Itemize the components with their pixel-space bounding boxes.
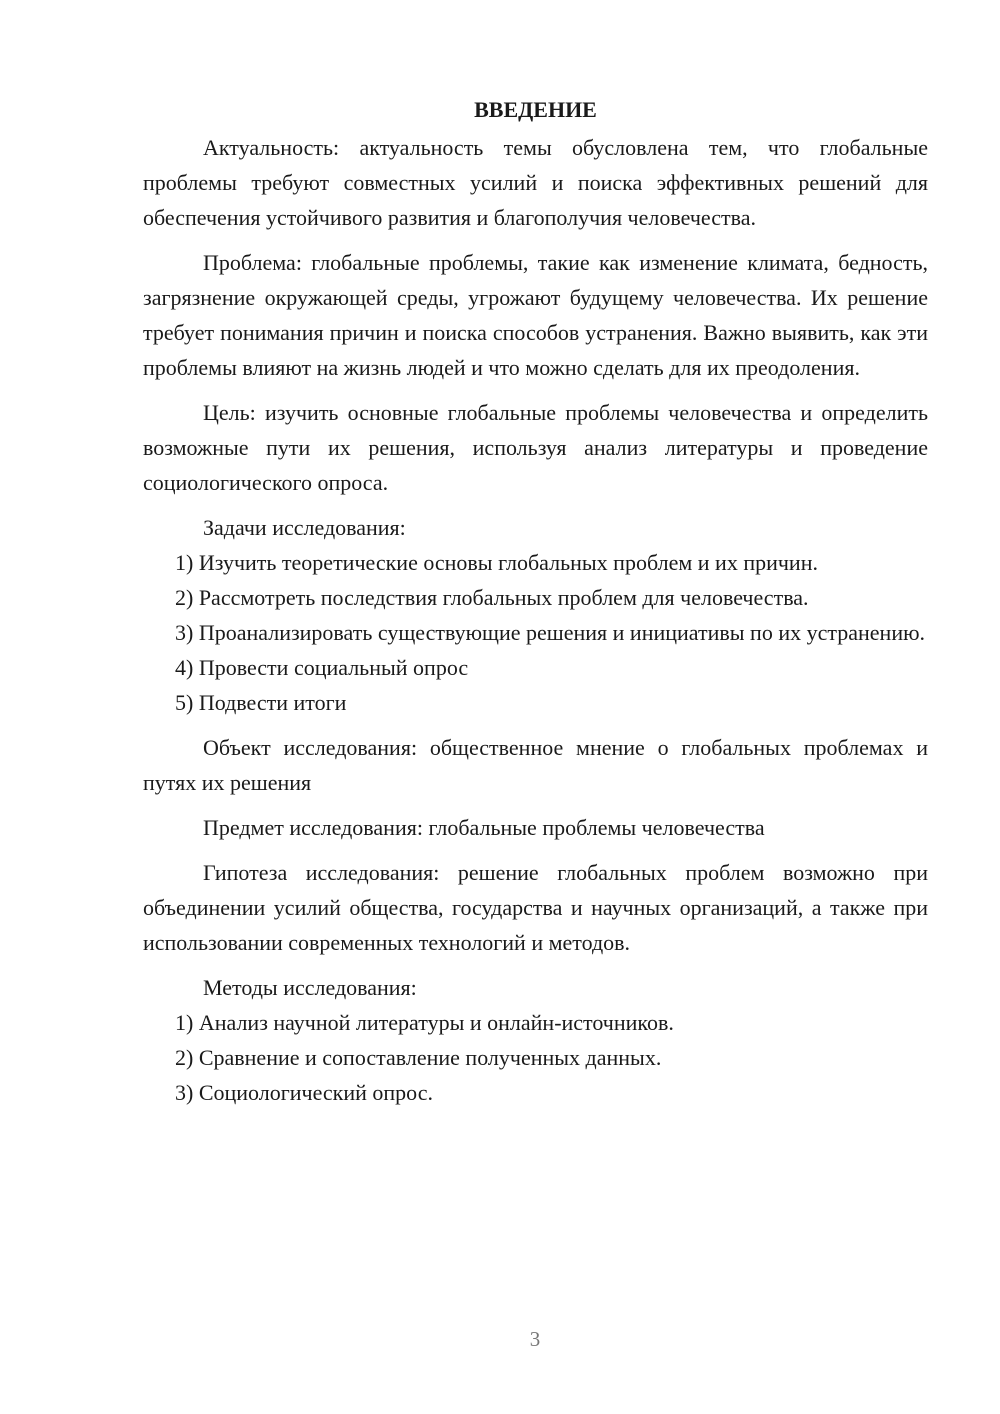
task-item: 1) Изучить теоретические основы глобальных проблем и их причин. (175, 550, 818, 575)
paragraph-relevance: Актуальность: актуальность темы обусловлена тем, что глобальные проблемы требуют совместных усилий и поиска эффективных решений для обеспечения устойчивого развития и благополучия человечества. (143, 135, 928, 230)
page-number: 3 (529, 1327, 541, 1351)
task-item: 2) Рассмотреть последствия глобальных проблем для человечества. (175, 585, 809, 610)
page-title: ВВЕДЕНИЕ (474, 97, 597, 122)
paragraph-subject: Предмет исследования: глобальные проблемы человечества (203, 815, 765, 840)
task-item: 3) Проанализировать существующие решения и инициативы по их устранению. (175, 620, 926, 645)
paragraph-object: Объект исследования: общественное мнение о глобальных проблемах и путях их решения (143, 735, 928, 795)
task-item: 5) Подвести итоги (175, 690, 347, 715)
page-content (143, 92, 928, 1110)
method-item: 2) Сравнение и сопоставление полученных данных. (175, 1045, 662, 1070)
paragraph-goal: Цель: изучить основные глобальные проблемы человечества и определить возможные пути их решения, используя анализ литературы и проведение социологического опроса. (143, 400, 928, 495)
task-item: 4) Провести социальный опрос (175, 655, 469, 680)
methods-heading: Методы исследования: (203, 975, 417, 1000)
method-item: 1) Анализ научной литературы и онлайн-источников. (175, 1010, 674, 1035)
paragraph-problem: Проблема: глобальные проблемы, такие как изменение климата, бедность, загрязнение окружающей среды, угрожают будущему человечества. Их решение требует понимания причин и поиска способов устранения. Важно выявить, как эти проблемы влияют на жизнь людей и что можно сделать для их преодоления. (143, 250, 928, 380)
method-item: 3) Социологический опрос. (175, 1080, 433, 1105)
tasks-heading: Задачи исследования: (203, 515, 406, 540)
paragraph-hypothesis: Гипотеза исследования: решение глобальных проблем возможно при объединении усилий общества, государства и научных организаций, а также при использовании современных технологий и методов. (143, 860, 928, 955)
